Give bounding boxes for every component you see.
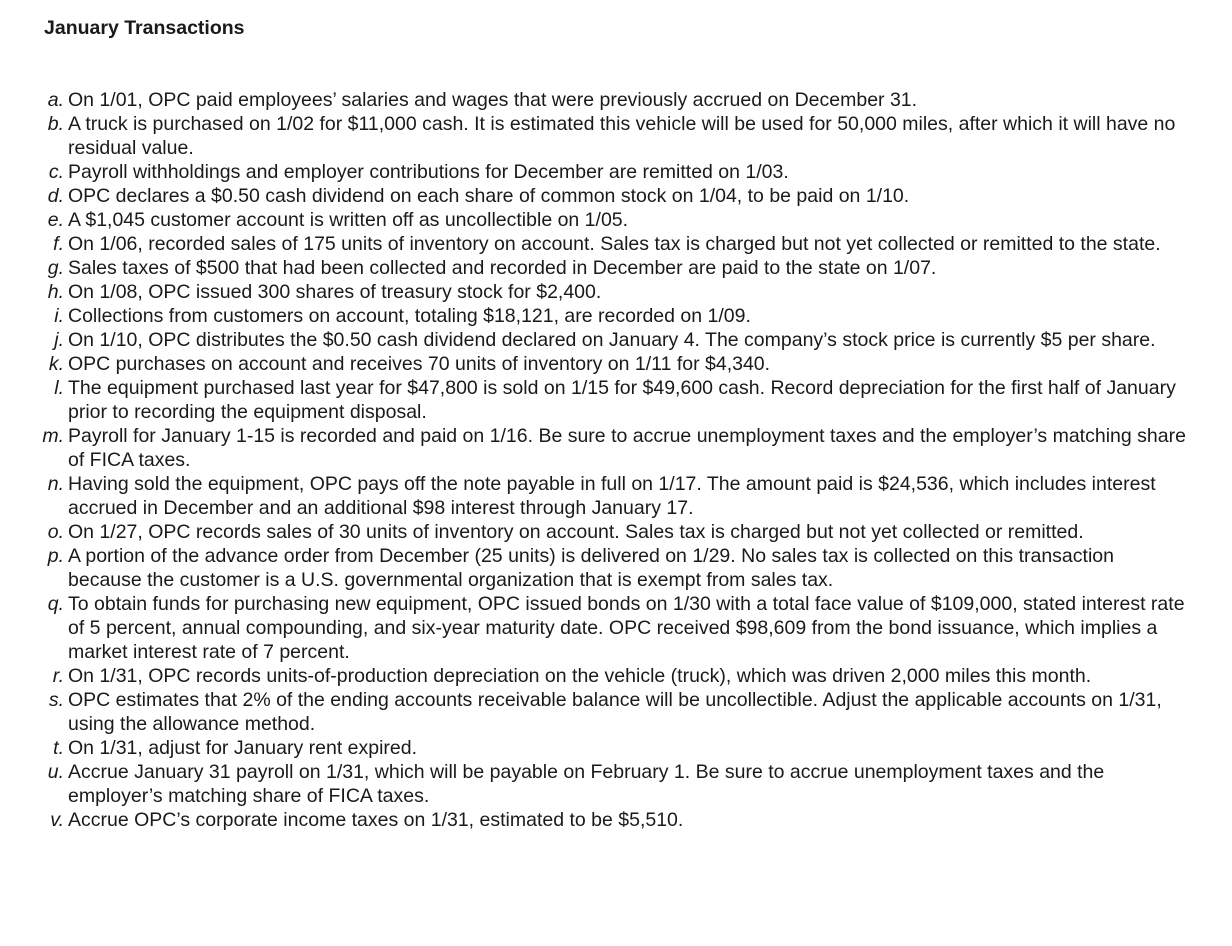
list-item [0, 352, 1232, 376]
item-letter: h. [47, 281, 64, 303]
item-letter: t. [53, 737, 64, 759]
list-item [0, 544, 1232, 592]
item-text: Accrue January 31 payroll on 1/31, which will be payable on February 1. Be sure to accrue unemployment taxes and the employer’s matching share of FICA taxes. [68, 761, 1105, 807]
item-text: A portion of the advance order from December (25 units) is delivered on 1/29. No sales tax is collected on this transaction because the customer is a U.S. governmental organization that is exempt from sales tax. [68, 545, 1114, 591]
list-item [0, 424, 1232, 472]
item-letter: j. [54, 329, 64, 351]
item-letter: f. [53, 233, 64, 255]
item-text: On 1/27, OPC records sales of 30 units of inventory on account. Sales tax is charged but not yet collected or remitted. [68, 521, 1084, 543]
item-letter: o. [47, 521, 64, 543]
item-text: Collections from customers on account, totaling $18,121, are recorded on 1/09. [68, 305, 751, 327]
item-text: On 1/06, recorded sales of 175 units of inventory on account. Sales tax is charged but not yet collected or remitted to the state. [68, 233, 1161, 255]
item-text: Having sold the equipment, OPC pays off the note payable in full on 1/17. The amount paid is $24,536, which includes interest accrued in December and an additional $98 interest through January 17. [68, 473, 1156, 519]
item-text: On 1/31, OPC records units-of-production depreciation on the vehicle (truck), which was driven 2,000 miles this month. [68, 665, 1092, 687]
item-text: OPC purchases on account and receives 70 units of inventory on 1/11 for $4,340. [68, 353, 771, 375]
item-text: On 1/01, OPC paid employees’ salaries and wages that were previously accrued on December 31. [68, 89, 918, 111]
list-item [0, 256, 1232, 280]
transaction-list [0, 88, 1232, 832]
list-item [0, 328, 1232, 352]
item-text: OPC declares a $0.50 cash dividend on each share of common stock on 1/04, to be paid on 1/10. [68, 185, 910, 207]
list-item [0, 376, 1232, 424]
list-item [0, 592, 1232, 664]
item-letter: n. [47, 473, 64, 495]
item-letter: r. [52, 665, 64, 687]
item-letter: q. [47, 593, 64, 615]
list-item [0, 472, 1232, 520]
item-letter: d. [47, 185, 64, 207]
item-text: Payroll withholdings and employer contributions for December are remitted on 1/03. [68, 161, 789, 183]
item-text: Accrue OPC’s corporate income taxes on 1/31, estimated to be $5,510. [68, 809, 684, 831]
list-item [0, 808, 1232, 832]
list-item [0, 688, 1232, 736]
list-item [0, 736, 1232, 760]
item-letter: k. [48, 353, 64, 375]
list-item [0, 88, 1232, 112]
item-letter: s. [48, 689, 64, 711]
item-letter: p. [47, 545, 64, 567]
item-letter: u. [47, 761, 64, 783]
item-text: On 1/31, adjust for January rent expired. [68, 737, 418, 759]
list-item [0, 304, 1232, 328]
item-letter: g. [47, 257, 64, 279]
list-item [0, 664, 1232, 688]
page-title: January Transactions [44, 17, 245, 39]
item-text: The equipment purchased last year for $47,800 is sold on 1/15 for $49,600 cash. Record depreciation for the first half of January prior to recording the equipment disposal. [68, 377, 1176, 423]
item-letter: e. [47, 209, 64, 231]
list-item [0, 208, 1232, 232]
item-text: A truck is purchased on 1/02 for $11,000 cash. It is estimated this vehicle will be used for 50,000 miles, after which it will have no residual value. [68, 113, 1176, 159]
item-text: On 1/10, OPC distributes the $0.50 cash dividend declared on January 4. The company’s stock price is currently $5 per share. [68, 329, 1156, 351]
item-text: Sales taxes of $500 that had been collected and recorded in December are paid to the state on 1/07. [68, 257, 937, 279]
item-letter: a. [47, 89, 64, 111]
item-text: To obtain funds for purchasing new equipment, OPC issued bonds on 1/30 with a total face value of $109,000, stated interest rate of 5 percent, annual compounding, and six-year maturity date. OPC received $98,609 from the bond issuance, which implies a market interest rate of 7 percent. [68, 593, 1185, 663]
item-text: Payroll for January 1-15 is recorded and paid on 1/16. Be sure to accrue unemployment taxes and the employer’s matching share of FICA taxes. [68, 425, 1186, 471]
list-item [0, 280, 1232, 304]
item-letter: i. [54, 305, 64, 327]
item-text: A $1,045 customer account is written off as uncollectible on 1/05. [68, 209, 629, 231]
item-letter: m. [42, 425, 64, 447]
item-text: OPC estimates that 2% of the ending accounts receivable balance will be uncollectible. Adjust the applicable accounts on 1/31, using the allowance method. [68, 689, 1162, 735]
list-item [0, 184, 1232, 208]
item-letter: l. [54, 377, 64, 399]
list-item [0, 520, 1232, 544]
list-item [0, 112, 1232, 160]
item-letter: b. [47, 113, 64, 135]
item-letter: v. [50, 809, 64, 831]
item-text: On 1/08, OPC issued 300 shares of treasury stock for $2,400. [68, 281, 602, 303]
item-letter: c. [48, 161, 64, 183]
list-item [0, 760, 1232, 808]
list-item [0, 160, 1232, 184]
list-item [0, 232, 1232, 256]
